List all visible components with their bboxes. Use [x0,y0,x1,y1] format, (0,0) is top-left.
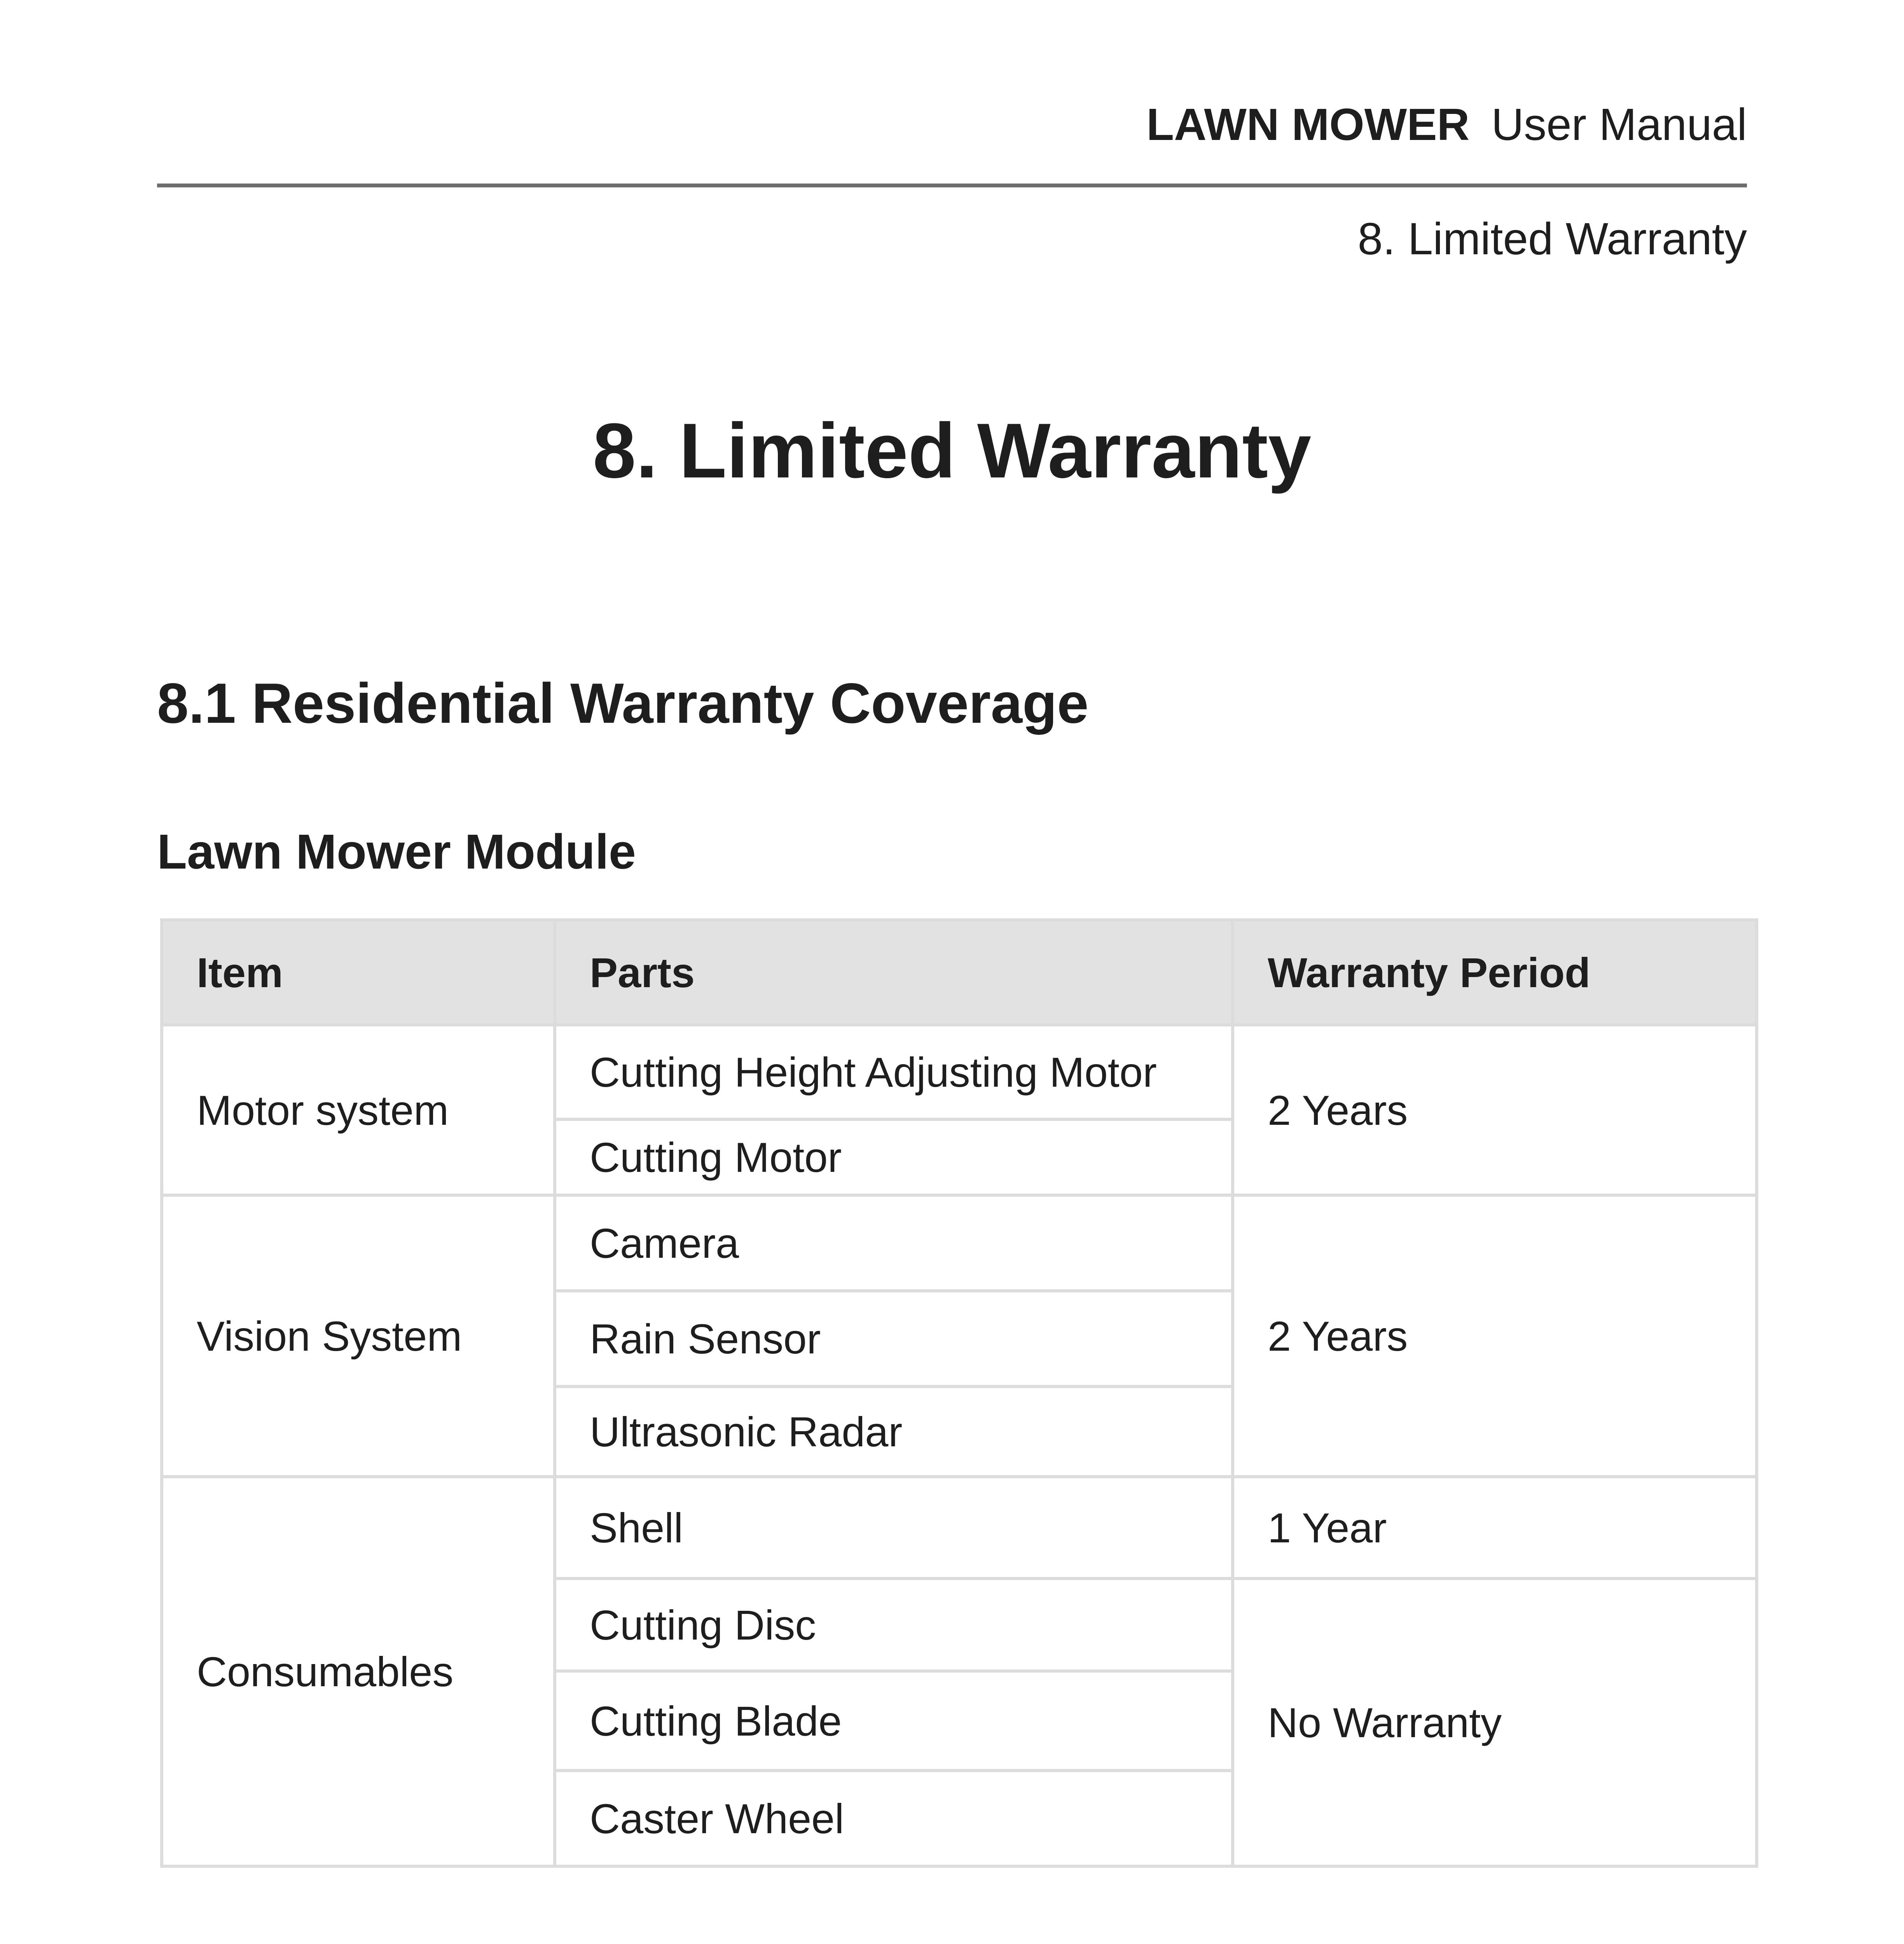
table-header-row [162,920,1757,1025]
header-divider [157,184,1747,187]
warranty-table [160,918,1758,1868]
period-cell: 2 Years [1233,1195,1757,1477]
parts-cell: Cutting Disc [555,1579,1233,1671]
parts-cell: Rain Sensor [555,1291,1233,1386]
header-item: Item [162,920,555,1025]
parts-cell: Camera [555,1195,1233,1291]
parts-cell: Cutting Height Adjusting Motor [555,1025,1233,1119]
parts-cell: Ultrasonic Radar [555,1386,1233,1477]
item-cell: Motor system [162,1025,555,1195]
sub-heading: Lawn Mower Module [157,824,636,879]
header-brand: LAWN MOWER [1146,99,1470,150]
parts-cell: Caster Wheel [555,1771,1233,1866]
table-row [162,1025,1757,1119]
period-cell: No Warranty [1233,1579,1757,1866]
parts-cell: Cutting Motor [555,1119,1233,1195]
running-header [1146,99,1747,150]
header-parts: Parts [555,920,1233,1025]
table-row [162,1477,1757,1579]
header-warranty-period: Warranty Period [1233,920,1757,1025]
item-cell: Vision System [162,1195,555,1477]
table-row [162,1195,1757,1291]
item-cell: Consumables [162,1477,555,1866]
section-heading: 8.1 Residential Warranty Coverage [157,671,1089,735]
section-breadcrumb: 8. Limited Warranty [1357,213,1747,264]
period-cell: 2 Years [1233,1025,1757,1195]
period-cell: 1 Year [1233,1477,1757,1579]
header-doc-type: User Manual [1491,99,1747,150]
page-title: 8. Limited Warranty [592,407,1312,494]
parts-cell: Cutting Blade [555,1671,1233,1771]
parts-cell: Shell [555,1477,1233,1579]
